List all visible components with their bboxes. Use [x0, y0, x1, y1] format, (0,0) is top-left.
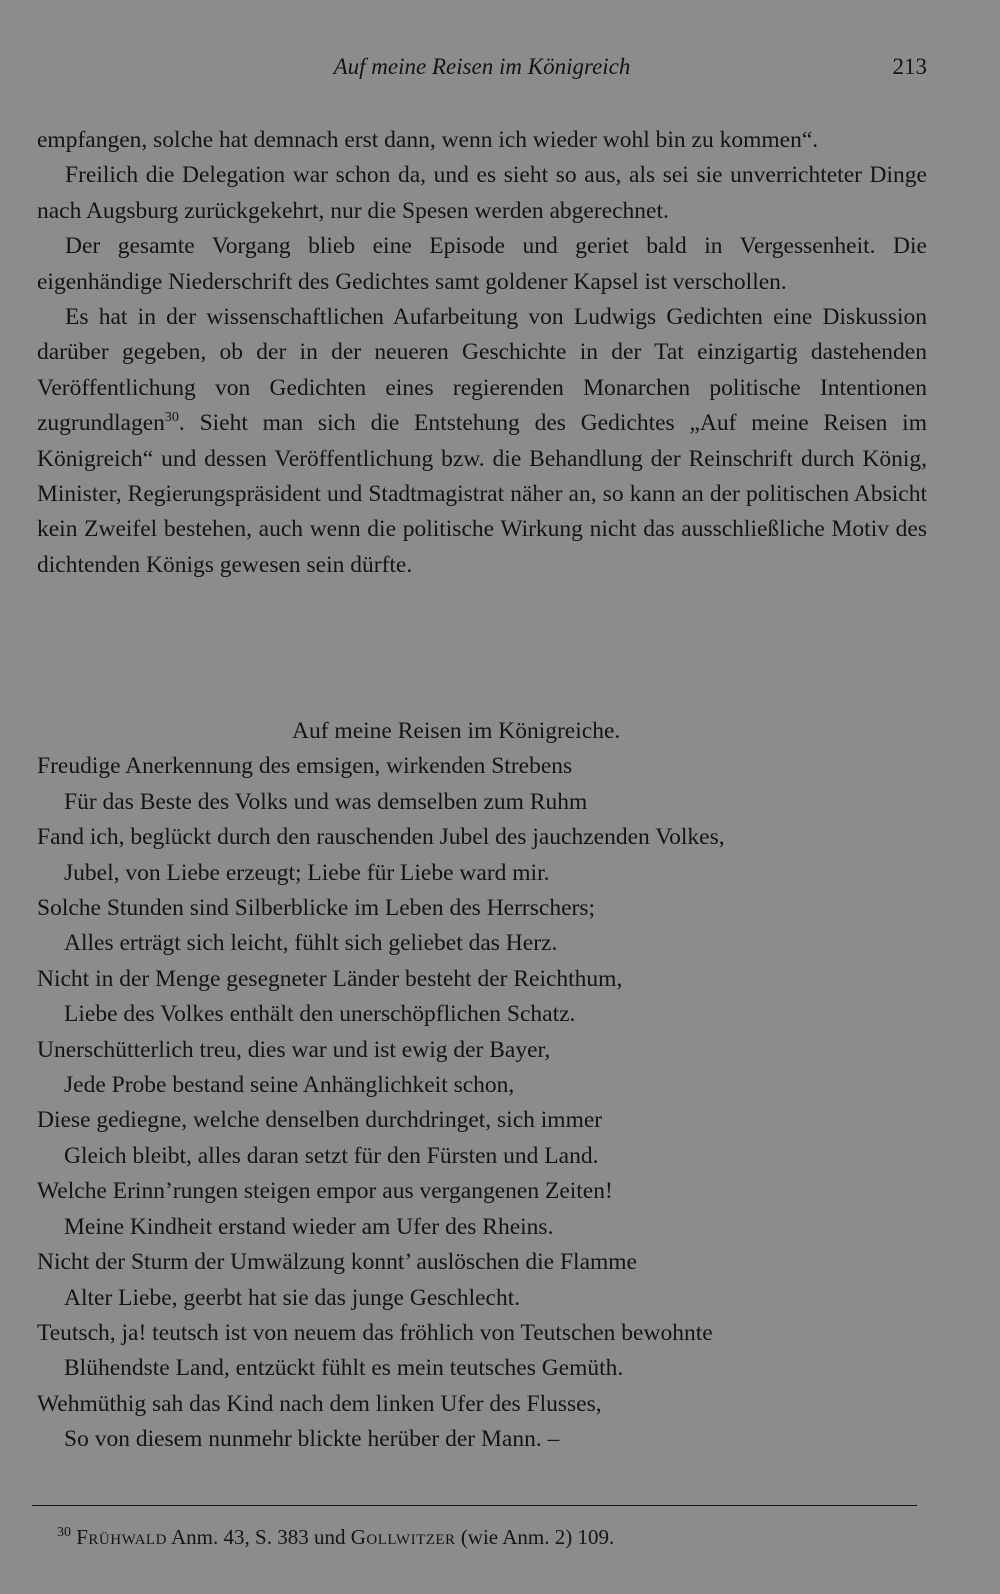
paragraph: empfangen, solche hat demnach erst dann, wenn ich wieder wohl bin zu kommen“.: [37, 127, 819, 153]
verse-line: Teutsch, ja! teutsch ist von neuem das fröhlich von Teutschen bewohnte: [37, 1319, 713, 1346]
verse-line: Alter Liebe, geerbt hat sie das junge Geschlecht.: [64, 1284, 521, 1311]
footnote: [57, 1525, 614, 1550]
footnote-author: Gollwitzer: [350, 1525, 456, 1549]
body-text: [37, 123, 927, 583]
verse-line: Solche Stunden sind Silberblicke im Leben des Herrschers;: [37, 895, 595, 922]
verse-line: Gleich bleibt, alles daran setzt für den Fürsten und Land.: [64, 1142, 599, 1169]
verse-line: Freudige Anerkennung des emsigen, wirkenden Strebens: [37, 753, 573, 780]
verse-line: Für das Beste des Volks und was demselben zum Ruhm: [64, 788, 588, 815]
paragraph: [37, 300, 927, 583]
footnote-number: 30: [57, 1525, 71, 1540]
footnote-text: Anm. 43, S. 383 und: [166, 1525, 351, 1549]
verse-line: So von diesem nunmehr blickte herüber der Mann. –: [64, 1426, 560, 1453]
paragraph: Freilich die Delegation war schon da, und es sieht so aus, als sei sie unverrichteter Dinge nach Augsburg zurückgekehrt, nur die Spesen werden abgerechnet.: [37, 162, 927, 224]
running-title: Auf meine Reisen im Königreich: [333, 54, 631, 79]
verse-line: Welche Erinn’rungen steigen empor aus vergangenen Zeiten!: [37, 1178, 613, 1205]
verse-line: Jubel, von Liebe erzeugt; Liebe für Liebe ward mir.: [64, 859, 550, 886]
verse-line: Nicht der Sturm der Umwälzung konnt’ auslöschen die Flamme: [37, 1249, 637, 1276]
footnote-text: (wie Anm. 2) 109.: [455, 1525, 615, 1549]
footnote-author: Frühwald: [76, 1525, 167, 1549]
page-number: 213: [892, 54, 927, 79]
verse-line: Blühendste Land, entzückt fühlt es mein teutsches Gemüth.: [64, 1355, 624, 1382]
verse-line: Alles erträgt sich leicht, fühlt sich geliebet das Herz.: [64, 930, 558, 957]
paragraph-text: Es hat in der wissenschaftlichen Aufarbeitung von Ludwigs Gedichten eine Diskussion darüber gegeben, ob der in der neueren Geschichte in der Tat einzigartig dastehenden Veröffentlichung von Gedichten eines regierenden Monarchen politische Intentionen zugrundlagen: [37, 304, 927, 437]
verse-line: Fand ich, beglückt durch den rauschenden Jubel des jauchzenden Volkes,: [37, 824, 725, 851]
verse-line: Meine Kindheit erstand wieder am Ufer des Rheins.: [64, 1213, 554, 1240]
paragraph: Der gesamte Vorgang blieb eine Episode und geriet bald in Vergessenheit. Die eigenhändige Niederschrift des Gedichtes samt goldener Kapsel ist verschollen.: [37, 233, 927, 295]
paragraph-text: . Sieht man sich die Entstehung des Gedichtes „Auf meine Reisen im Königreich“ und dessen Veröffentlichung bzw. die Behandlung der Reinschrift durch König, Minister, Regierungspräsident und Stadtmagistrat näher an, so kann an der politischen Absicht kein Zweifel bestehen, auch wenn die politische Wirkung nicht das ausschließliche Motiv des dichtenden Königs gewesen sein dürfte.: [37, 410, 927, 578]
footnote-reference[interactable]: 30: [164, 410, 179, 426]
poem-title: Auf meine Reisen im Königreiche.: [292, 718, 621, 744]
poem-lines: [37, 749, 927, 1457]
verse-line: Nicht in der Menge gesegneter Länder besteht der Reichthum,: [37, 965, 623, 992]
running-header: [37, 50, 927, 90]
footnote-divider: [32, 1505, 917, 1506]
verse-line: Diese gediegne, welche denselben durchdringet, sich immer: [37, 1107, 603, 1134]
verse-line: Jede Probe bestand seine Anhänglichkeit schon,: [64, 1072, 515, 1099]
verse-line: Unerschütterlich treu, dies war und ist ewig der Bayer,: [37, 1036, 551, 1063]
verse-line: Wehmüthig sah das Kind nach dem linken Ufer des Flusses,: [37, 1390, 602, 1417]
verse-line: Liebe des Volkes enthält den unerschöpflichen Schatz.: [64, 1001, 576, 1028]
poem: [37, 714, 927, 1458]
